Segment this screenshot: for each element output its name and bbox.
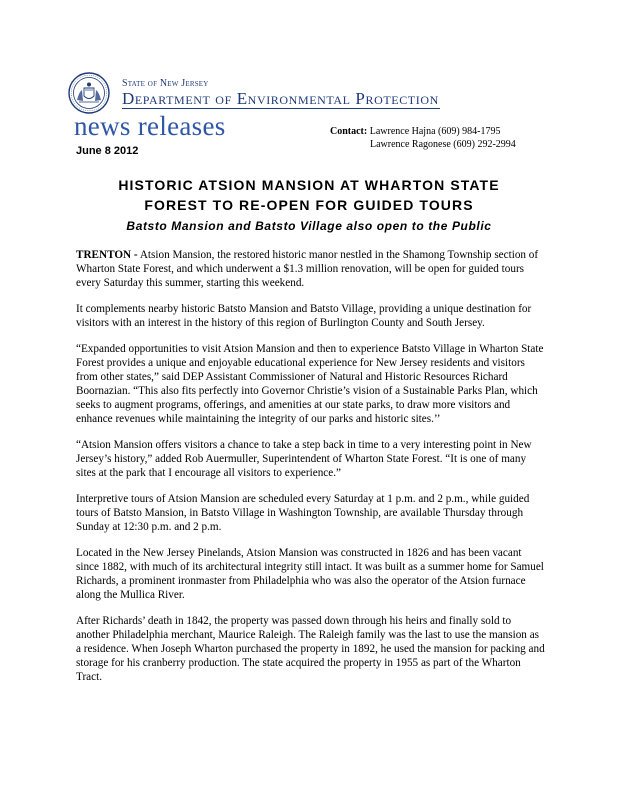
paragraph-1-text: Atsion Mansion, the restored historic manor nestled in the Shamong Township section of Wharton State Forest, and which underwent a $1.3 million renovation, will be open for guided tours every Saturday this summer, starting this weekend.	[76, 249, 539, 289]
department-name: Department of Environmental Protection	[122, 89, 439, 108]
news-releases-title: news releases	[74, 111, 226, 141]
paragraph-6: Located in the New Jersey Pinelands, Atsion Mansion was constructed in 1826 and has been vacant since 1882, with much of its architectural integrity still intact. It was built as a summer home for Samuel Richards, a prominent ironmaster from Philadelphia who was also the operator of the Atsion furnace along the Mullica River.	[76, 547, 544, 601]
contact-label: Contact:	[330, 126, 368, 137]
paragraph-3: “Expanded opportunities to visit Atsion Mansion and then to experience Batsto Village in Wharton State Forest provides a unique and enjoyable educational experience for New Jersey residents and visitors from other states,” said DEP Assistant Commissioner of Natural and Historic Resources Richard Boornazian. “This also fits perfectly into Governor Christie’s vision of a Sustainable Parks Plan, which seeks to augment programs, offerings, and amenities at our state parks, to draw more visitors and enhance revenues while maintaining the integrity of our parks and historic sites.’’	[76, 343, 544, 425]
nj-state-seal-icon	[68, 72, 110, 114]
paragraph-5: Interpretive tours of Atsion Mansion are scheduled every Saturday at 1 p.m. and 2 p.m., while guided tours of Batsto Mansion, in Batsto Village in Washington Township, are available Thursday through Sunday at 12:30 p.m. and 2 p.m.	[76, 493, 530, 533]
contact-line-2: Lawrence Ragonese (609) 292-2994	[370, 139, 516, 150]
state-of-new-jersey-label: State of New Jersey	[122, 78, 209, 89]
article-body	[76, 248, 546, 696]
letterhead-divider	[122, 108, 440, 109]
subheadline: Batsto Mansion and Batsto Village also open to the Public	[126, 219, 492, 233]
contact-line-1: Lawrence Hajna (609) 984-1795	[369, 126, 501, 137]
paragraph-1	[76, 248, 546, 290]
contact-block	[330, 125, 516, 151]
paragraph-2: It complements nearby historic Batsto Mansion and Batsto Village, providing a unique destination for visitors with an interest in the history of this region of Burlington County and South Jersey.	[76, 303, 532, 329]
paragraph-7: After Richards’ death in 1842, the property was passed down through his heirs and finally sold to another Philadelphia merchant, Maurice Raleigh. The Raleigh family was the last to use the mansion as a residence. When Joseph Wharton purchased the property in 1892, he used the mansion for packing and storage for his cranberry production. The state acquired the property in 1955 as part of the Wharton Tract.	[76, 615, 545, 683]
headline-line-2: FOREST TO RE-OPEN FOR GUIDED TOURS	[144, 197, 474, 213]
headline	[50, 175, 568, 215]
paragraph-4: “Atsion Mansion offers visitors a chance to take a step back in time to a very interesting point in New Jersey’s history,” added Rob Auermuller, Superintendent of Wharton State Forest. “It is one of many sites at the park that I encourage all visitors to experience.”	[76, 439, 532, 479]
headline-line-1: HISTORIC ATSION MANSION AT WHARTON STATE	[118, 177, 500, 193]
dateline: TRENTON -	[76, 249, 138, 261]
release-date: June 8 2012	[76, 145, 139, 157]
